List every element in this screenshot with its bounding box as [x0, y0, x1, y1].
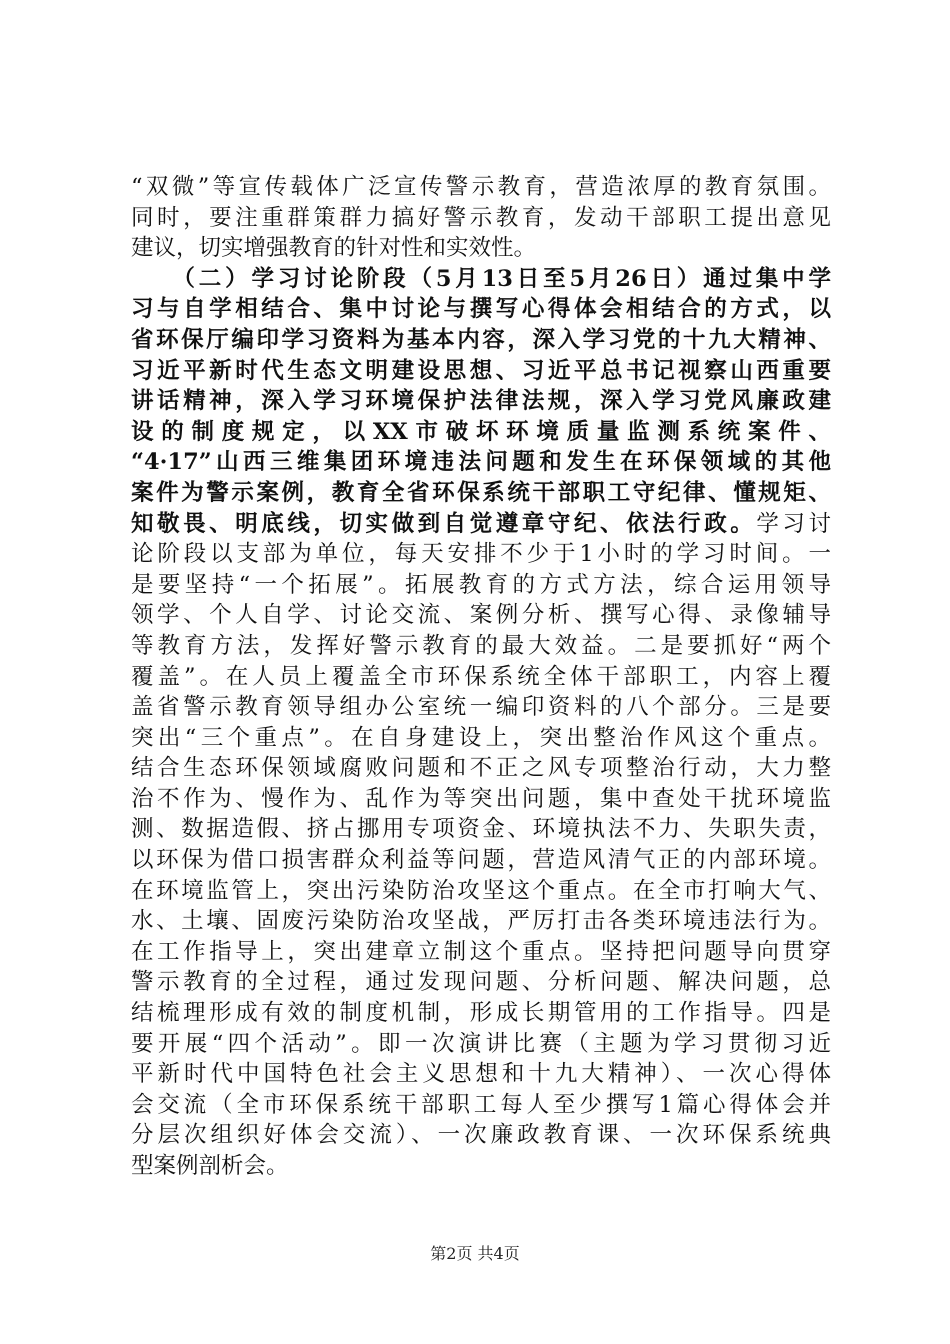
text-line: “双微”等宣传载体广泛宣传警示教育，营造浓厚的教育氛围。 [131, 174, 831, 200]
text-line: 设的制度规定，以XX市破坏环境质量监测系统案件、 [131, 418, 831, 445]
text-line: 治不作为、慢作为、乱作为等突出问题，集中查处干扰环境监 [131, 785, 831, 812]
text-line: 结合生态环保领域腐败问题和不正之风专项整治行动，大力整 [131, 755, 831, 782]
text-line: 是要坚持“一个拓展”。拓展教育的方式方法，综合运用领导 [131, 571, 831, 598]
text-line: 盖省警示教育领导组办公室统一编印资料的八个部分。三是要 [131, 694, 831, 721]
text-line: 习与自学相结合、集中讨论与撰写心得体会相结合的方式，以 [131, 296, 831, 323]
page-footer: 第2页 共4页 [430, 1244, 520, 1263]
text-line: 建议，切实增强教育的针对性和实效性。 [131, 235, 537, 262]
text-line: 结梳理形成有效的制度机制，形成长期管用的工作指导。四是 [131, 1000, 831, 1027]
text-line: 等教育方法，发挥好警示教育的最大效益。二是要抓好“两个 [131, 632, 831, 659]
text-line: 要开展“四个活动”。即一次演讲比赛（主题为学习贯彻习近 [131, 1030, 831, 1057]
text-line: （二）学习讨论阶段（5月13日至5月26日）通过集中学 [131, 265, 831, 292]
text-line: 以环保为借口损害群众利益等问题，营造风清气正的内部环境。 [131, 847, 831, 874]
text-line: 型案例剖析会。 [131, 1153, 289, 1179]
text-line: 在工作指导上，突出建章立制这个重点。坚持把问题导向贯穿 [131, 938, 831, 965]
text-line: 覆盖”。在人员上覆盖全市环保系统全体干部职工，内容上覆 [131, 663, 831, 690]
text-line: 同时，要注重群策群力搞好警示教育，发动干部职工提出意见 [131, 204, 831, 231]
text-line: 会交流（全市环保系统干部职工每人至少撰写1篇心得体会并 [131, 1091, 831, 1118]
text-line: 水、土壤、固废污染防治攻坚战，严厉打击各类环境违法行为。 [131, 908, 831, 935]
text-line: 平新时代中国特色社会主义思想和十九大精神）、一次心得体 [131, 1061, 831, 1088]
text-line: 讲话精神，深入学习环境保护法律法规，深入学习党风廉政建 [131, 388, 831, 415]
text-line: 省环保厅编印学习资料为基本内容，深入学习党的十九大精神、 [131, 326, 831, 353]
document-body [131, 172, 831, 1182]
text-line: 习近平新时代生态文明建设思想、习近平总书记视察山西重要 [131, 357, 831, 384]
text-line: 在环境监管上，突出污染防治攻坚这个重点。在全市打响大气、 [131, 877, 831, 904]
text-line: 分层次组织好体会交流）、一次廉政教育课、一次环保系统典 [131, 1122, 831, 1149]
text-line: 突出“三个重点”。在自身建设上，突出整治作风这个重点。 [131, 724, 831, 751]
text-line: 测、数据造假、挤占挪用专项资金、环境执法不力、失职失责， [131, 816, 831, 843]
text-line: 领学、个人自学、讨论交流、案例分析、撰写心得、录像辅导 [131, 602, 831, 629]
regular-segment: 学习讨 [756, 510, 831, 537]
text-line: 案件为警示案例，教育全省环保系统干部职工守纪律、懂规矩、 [131, 479, 831, 506]
text-line [131, 509, 831, 540]
text-line: 论阶段以支部为单位，每天安排不少于1小时的学习时间。一 [131, 541, 831, 568]
text-line: “4·17”山西三维集团环境违法问题和发生在环保领域的其他 [131, 449, 831, 476]
bold-segment: 知敬畏、明底线，切实做到自觉遵章守纪、依法行政。 [131, 510, 757, 537]
text-line: 警示教育的全过程，通过发现问题、分析问题、解决问题，总 [131, 969, 831, 996]
